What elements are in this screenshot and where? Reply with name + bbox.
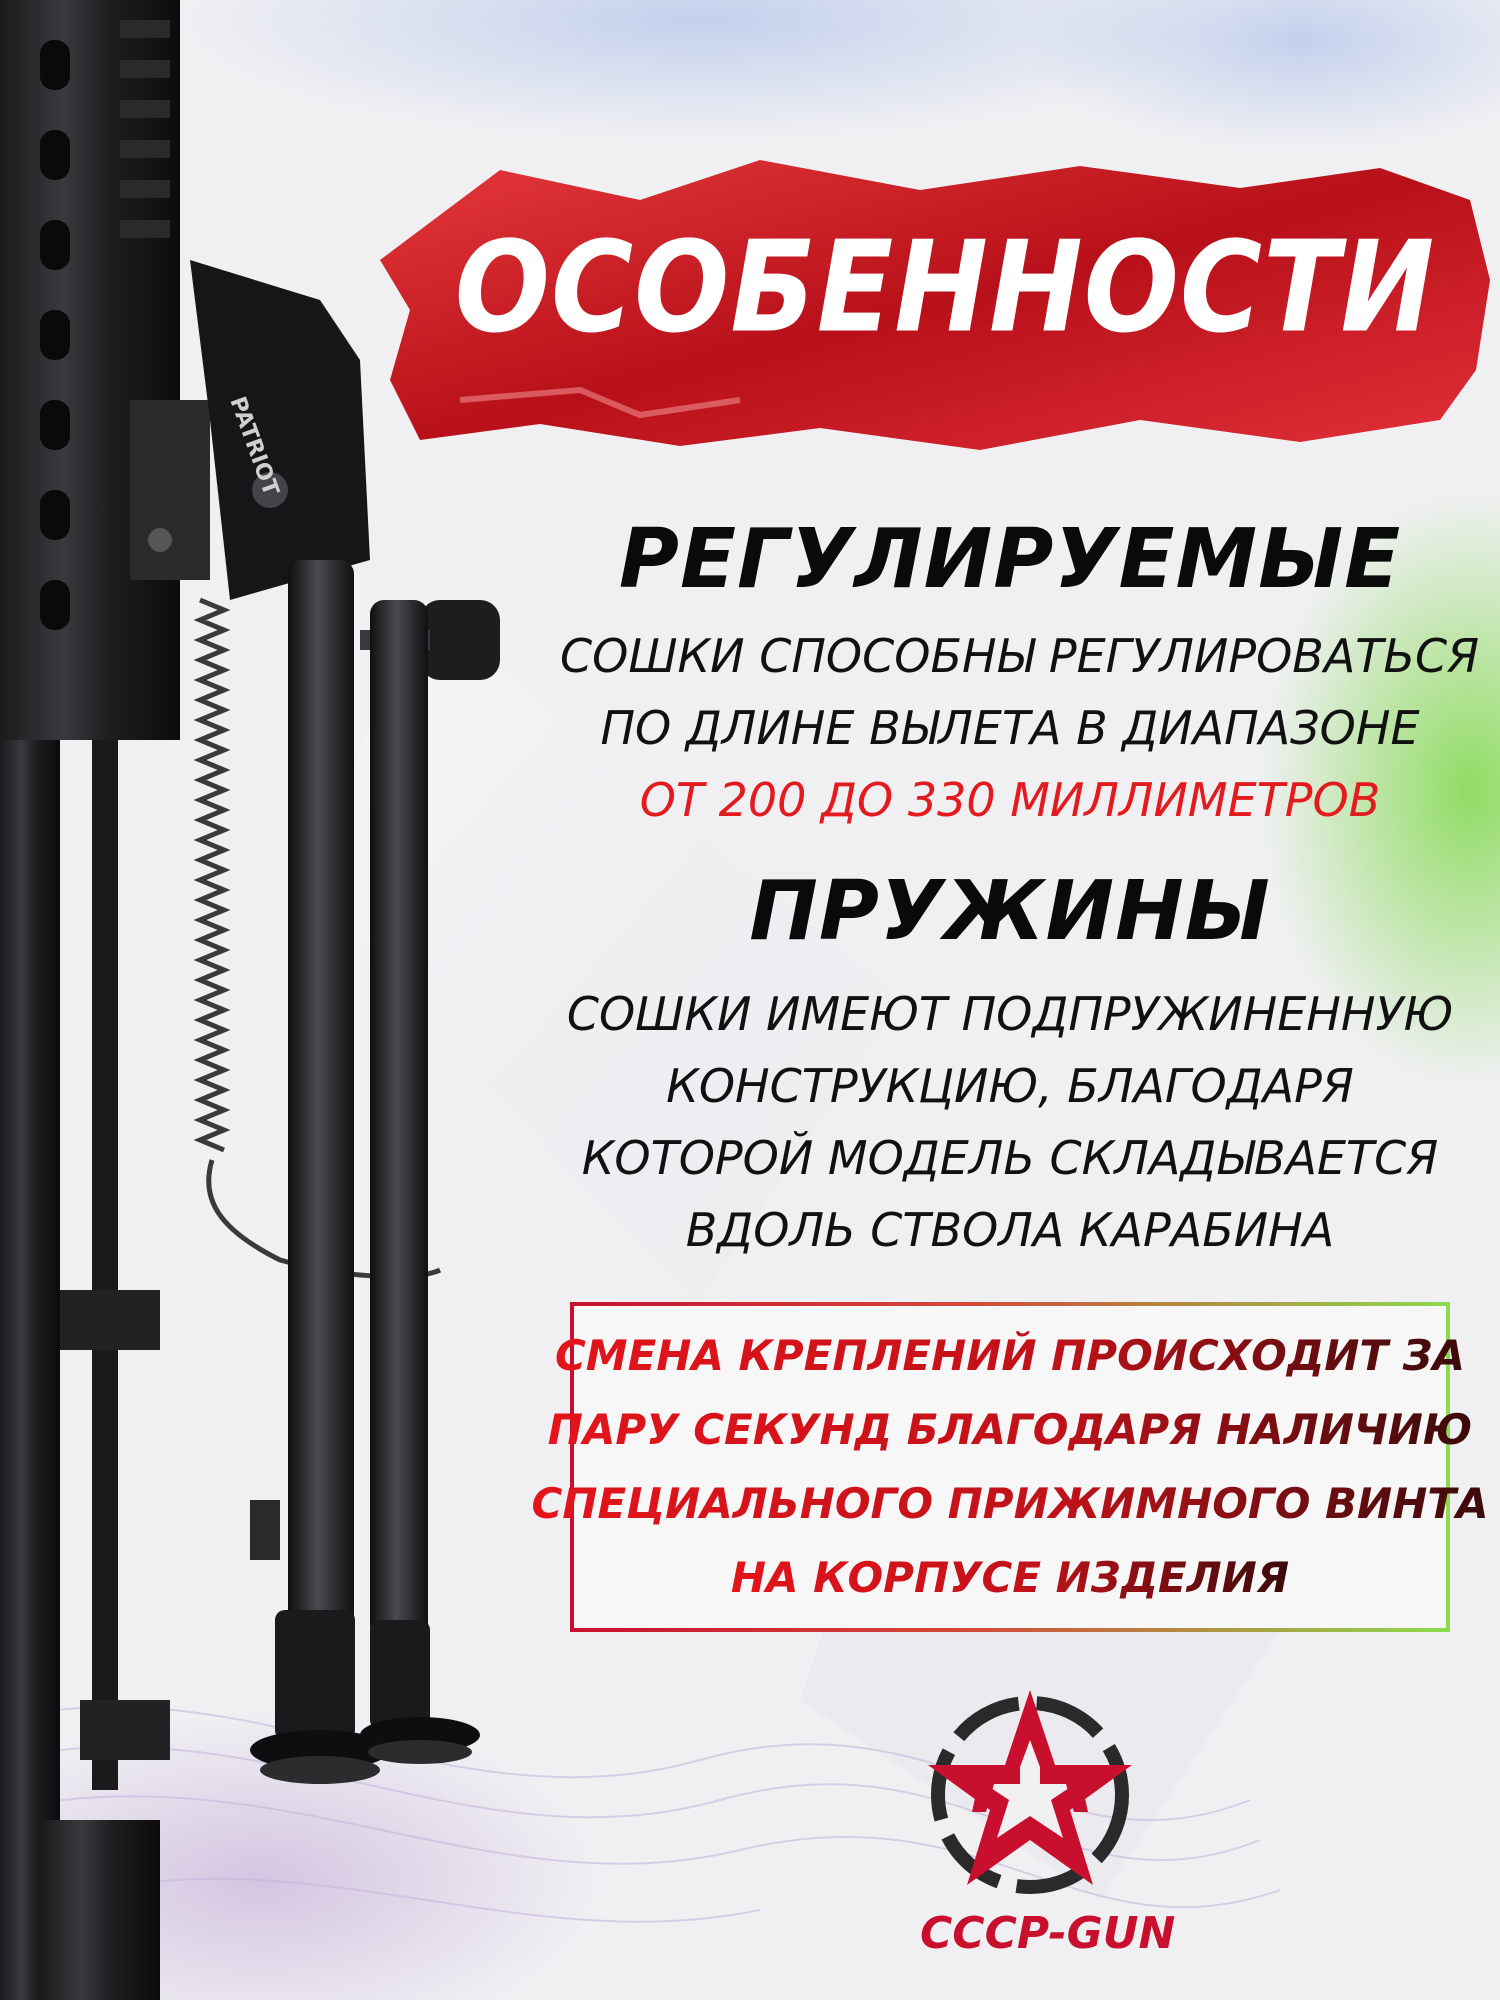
star-pistols-emblem-icon xyxy=(920,1680,1140,1900)
feature-adjustable-line-1: СОШКИ СПОСОБНЫ РЕГУЛИРОВАТЬСЯ xyxy=(560,629,1480,683)
brand-logo xyxy=(920,1680,1176,1980)
callout-line-1: СМЕНА КРЕПЛЕНИЙ ПРОИСХОДИТ ЗА xyxy=(555,1319,1465,1393)
feature-adjustable-highlight: ОТ 200 ДО 330 МИЛЛИМЕТРОВ xyxy=(639,773,1381,827)
feature-springs-line-2: КОНСТРУКЦИЮ, БЛАГОДАРЯ xyxy=(666,1059,1354,1113)
title-banner xyxy=(380,160,1490,450)
callout-line-3: СПЕЦИАЛЬНОГО ПРИЖИМНОГО ВИНТА xyxy=(532,1467,1489,1541)
callout-line-4: НА КОРПУСЕ ИЗДЕЛИЯ xyxy=(731,1541,1289,1615)
brand-logo-text: CCCP-GUN xyxy=(920,1908,1176,1959)
feature-springs-line-3: КОТОРОЙ МОДЕЛЬ СКЛАДЫВАЕТСЯ xyxy=(581,1131,1439,1185)
feature-springs-heading: ПРУЖИНЫ xyxy=(749,864,1271,959)
callout-line-2: ПАРУ СЕКУНД БЛАГОДАРЯ НАЛИЧИЮ xyxy=(548,1393,1472,1467)
banner-title: ОСОБЕННОСТИ xyxy=(454,215,1436,361)
feature-adjustable-line-2: ПО ДЛИНЕ ВЫЛЕТА В ДИАПАЗОНЕ xyxy=(600,701,1420,755)
svg-text:PATRIOT: PATRIOT xyxy=(224,393,284,500)
feature-springs xyxy=(560,860,1460,1266)
callout-content xyxy=(531,1306,1489,1628)
feature-springs-line-4: ВДОЛЬ СТВОЛА КАРАБИНА xyxy=(685,1203,1335,1257)
feature-springs-line-1: СОШКИ ИМЕЮТ ПОДПРУЖИНЕННУЮ xyxy=(566,987,1454,1041)
feature-adjustable xyxy=(560,508,1480,836)
mount-change-callout xyxy=(531,1302,1489,1632)
feature-adjustable-heading: РЕГУЛИРУЕМЫЕ xyxy=(618,512,1402,607)
